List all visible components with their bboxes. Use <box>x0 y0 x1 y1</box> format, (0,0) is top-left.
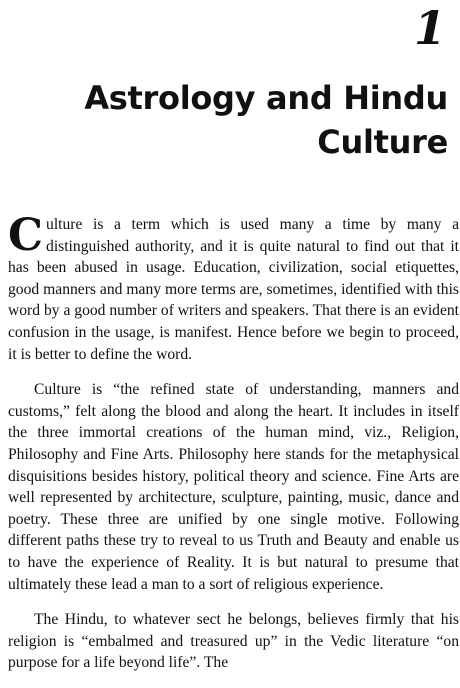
chapter-title-line-1: Astrology and Hindu <box>84 79 448 117</box>
paragraph-3: The Hindu, to whatever sect he belongs, believes firmly that his religion is “embalmed and treasured up” in the Vedic literature “on purpose for a life beyond life”. The <box>8 611 459 672</box>
paragraph-1-text: ulture is a term which is used many a time by many a distinguished authority, and it is quite natural to find out that it has been abused in usage. Education, civilization, social etiquettes, good manners and many more terms are, sometimes, identified with this word by a good number of writers and speakers. That there is an evident confusion in the usage, is manifest. Hence before we begin to proceed, it is better to define the word. <box>8 216 459 363</box>
chapter-title <box>14 76 448 164</box>
paragraph-2: Culture is “the refined state of understanding, manners and customs,” felt along the blood and along the heart. It includes in itself the three immortal creations of the human mind, viz., Religion, Philosophy and Fine Arts. Philosophy here stands for the metaphysical disquisitions besides history, political theory and science. Fine Arts are well represented by architecture, sculpture, painting, music, dance and poetry. These three are unified by one single motive. Following different paths these try to reveal to us Truth and Beauty and enable us to have the experience of Reality. It is but natural to presume that ultimately these lead a man to a sort of religious experience. <box>8 381 459 593</box>
chapter-title-line-2: Culture <box>317 123 448 161</box>
drop-cap: C <box>8 210 44 261</box>
chapter-number: 1 <box>413 1 446 55</box>
chapter-body <box>8 210 459 688</box>
paragraph-1 <box>8 210 459 365</box>
